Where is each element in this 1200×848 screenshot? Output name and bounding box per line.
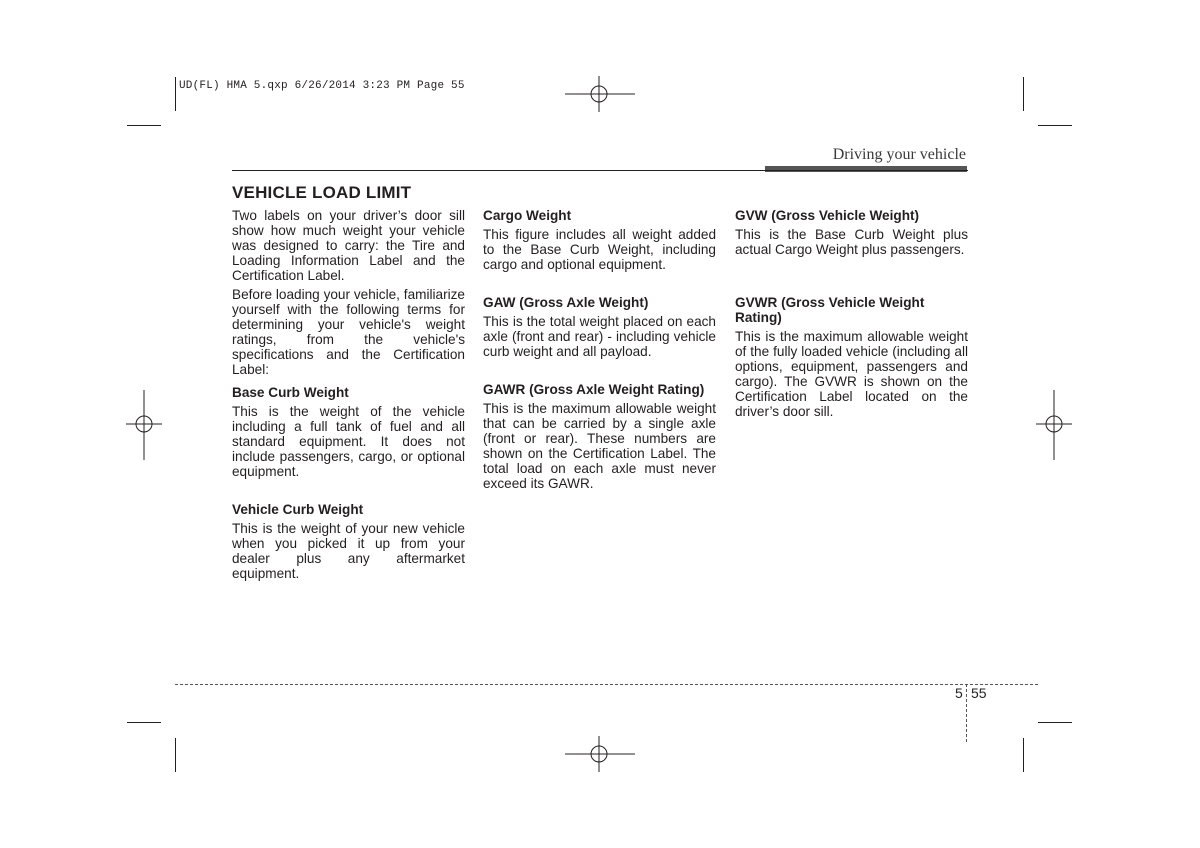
term-base-curb-weight: Base Curb Weight This is the weight of the vehicle including a full tank of fuel and all standard equipment. It does not include passengers, cargo, or optional equipment.: [232, 385, 465, 479]
term-gawr: GAWR (Gross Axle Weight Rating) This is the maximum allowable weight that can be carried by a single axle (front or rear). These numbers are shown on the Certification Label. The total load on each axle must never exceed its GAWR.: [483, 382, 716, 491]
section-title: Driving your vehicle: [832, 146, 966, 163]
header-bar: [765, 166, 967, 172]
term-gvwr: GVWR (Gross Vehicle Weight Rating) This is the maximum allowable weight of the fully loaded vehicle (including all options, equipment, passengers and cargo). The GVWR is shown on the Certification Label located on the driver’s door sill.: [735, 295, 968, 419]
print-slug: UD(FL) HMA 5.qxp 6/26/2014 3:23 PM Page 55: [179, 80, 465, 92]
footer-rule: [175, 684, 1038, 685]
page-number: 55: [971, 685, 987, 701]
term-gvw: GVW (Gross Vehicle Weight) This is the Base Curb Weight plus actual Cargo Weight plus passengers.: [735, 208, 968, 257]
term-gaw: GAW (Gross Axle Weight) This is the total weight placed on each axle (front and rear) - including vehicle curb weight and all payload.: [483, 295, 716, 359]
registration-mark-right: [1036, 390, 1072, 460]
term-vehicle-curb-weight: Vehicle Curb Weight This is the weight of your new vehicle when you picked it up from your dealer plus any aftermarket equipment.: [232, 502, 465, 581]
term-cargo-weight: Cargo Weight This figure includes all weight added to the Base Curb Weight, including cargo and optional equipment.: [483, 208, 716, 272]
chapter-number: 5: [955, 685, 963, 701]
registration-mark-top: [565, 76, 635, 112]
intro-paragraph-1: Two labels on your driver’s door sill show how much weight your vehicle was designed to carry: the Tire and Loading Information Label and the Certification Label.: [232, 208, 465, 283]
page-heading: VEHICLE LOAD LIMIT: [232, 183, 412, 202]
header-rule: [232, 170, 968, 171]
page-number-divider: [966, 684, 967, 742]
registration-mark-left: [126, 390, 162, 460]
intro-paragraph-2: Before loading your vehicle, familiarize yourself with the following terms for determining your vehicle's weight ratings, from the vehicle's specifications and the Certification Label:: [232, 287, 465, 377]
registration-mark-bottom: [565, 736, 635, 772]
